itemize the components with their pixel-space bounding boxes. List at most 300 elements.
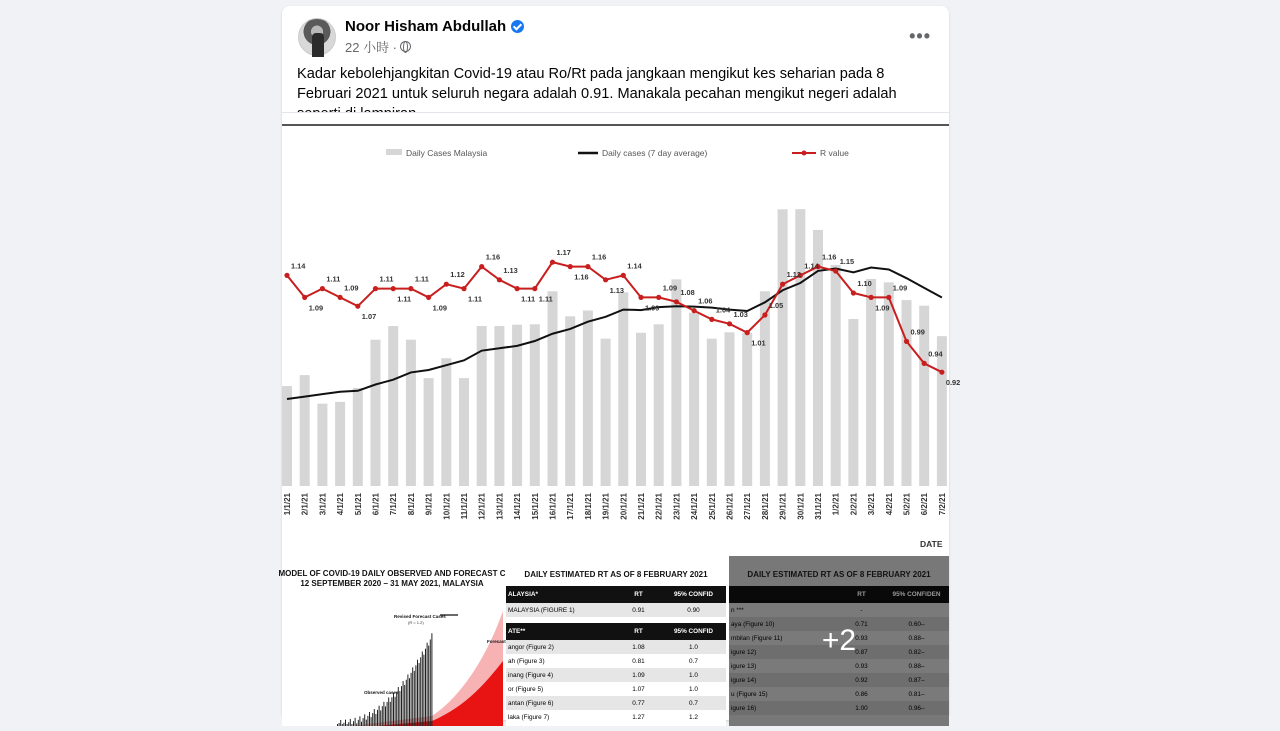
bar-19/1/21 [601,339,611,486]
observed-bar [409,678,410,726]
thumb1-subtitle: 12 SEPTEMBER 2020 – 31 MAY 2021, MALAYSIA [300,579,484,588]
observed-bar [364,714,365,726]
cell: laka (Figure 7) [508,713,550,721]
observed-bar [423,655,424,726]
r-point-3/1/21 [320,286,325,291]
x-tick-5/1/21: 5/1/21 [353,493,363,516]
observed-bar [430,639,431,726]
post-caption: Kadar kebolehjangkitan Covid-19 atau Ro/Rt pada jangkaan mengikut kes seharian pada 8 Februari 2021 untuk seluruh negara adalah 0.91. Manakala pecahan mengikut negeri adalah [297,66,897,102]
avatar[interactable] [298,18,336,56]
r-point-18/1/21 [585,264,590,269]
r-point-4/1/21 [338,295,343,300]
r-label-19/1/21: 1.13 [609,285,624,295]
observed-bar [415,665,416,726]
bar-8/1/21 [406,340,416,486]
observed-bar [348,722,349,726]
x-tick-6/1/21: 6/1/21 [371,493,381,516]
bar-9/1/21 [424,378,434,486]
bar-6/1/21 [371,340,381,486]
observed-bar [388,697,389,726]
cell: 95% CONFID [673,591,714,598]
observed-bar [340,720,341,726]
cell: 0.86 [855,690,868,698]
observed-bar [366,720,367,726]
bar-15/1/21 [530,324,540,486]
observed-bar [345,720,346,726]
cell: ALAYSIA* [508,591,538,598]
observed-bar [391,697,392,726]
cell: mbilan (Figure 11) [731,634,783,642]
r-label-28/1/21: 1.05 [768,301,784,310]
cell: n *** [731,606,744,614]
cell: igure 13) [731,662,757,670]
cell: 0.81 [632,657,645,665]
post-meta [345,18,524,56]
r-point-9/1/21 [426,295,431,300]
table-row [506,640,726,654]
x-tick-16/1/21: 16/1/21 [548,493,558,520]
cell: 1.0 [689,643,698,651]
observed-bar [417,660,418,726]
cell: igure 16) [731,704,757,712]
r-label-30/1/21: 1.14 [804,261,819,271]
r-point-26/1/21 [727,321,732,326]
bar-25/1/21 [707,339,717,486]
r-point-3/2/21 [869,295,874,300]
r-point-27/1/21 [745,330,750,335]
observed-bar [347,724,348,726]
x-tick-28/1/21: 28/1/21 [760,493,770,520]
r-label-27/1/21: 1.01 [751,338,766,348]
r-point-7/2/21 [939,370,944,375]
legend-swatch-bars [386,149,402,155]
bar-11/1/21 [459,378,469,486]
observed-bar [431,633,432,726]
observed-bar [356,723,357,726]
x-tick-12/1/21: 12/1/21 [477,493,487,520]
r-point-5/1/21 [355,304,360,309]
r-point-2/1/21 [302,295,307,300]
cell: ATE** [508,628,526,635]
cell: 0.88– [908,634,925,642]
cell: 1.08 [632,643,645,651]
observed-bar [337,724,338,726]
cell: inang (Figure 4) [508,671,554,679]
bar-4/1/21 [335,402,345,486]
r-label-18/1/21: 1.16 [591,252,607,262]
r-label-16/1/21: 1.17 [556,248,571,258]
x-tick-14/1/21: 14/1/21 [513,493,523,520]
observed-bar [367,716,368,726]
cell: 1.07 [632,685,645,693]
post-timestamp[interactable]: 22 小時 · [345,40,398,55]
table-row [506,668,726,682]
r-label-5/1/21: 1.07 [361,312,377,322]
observed-bar [399,691,400,726]
observed-bar [342,724,343,726]
x-tick-2/2/21: 2/2/21 [849,493,859,516]
x-tick-18/1/21: 18/1/21 [583,493,593,520]
more-photos-overlay[interactable] [729,556,949,726]
x-tick-1/1/21: 1/1/21 [283,493,292,516]
x-tick-4/2/21: 4/2/21 [884,493,894,516]
cell: 0.7 [689,657,698,665]
cell: igure 14) [731,676,757,684]
table-row [506,682,726,696]
bar-17/1/21 [565,316,575,486]
cell: ah (Figure 3) [508,657,545,665]
author-name[interactable]: Noor Hisham Abdullah [345,18,507,35]
cell: 1.27 [632,713,645,721]
facebook-post [278,6,961,721]
legend-avg: Daily cases (7 day average) [602,148,708,158]
r-point-10/1/21 [444,282,449,287]
cell: 0.87– [908,676,925,684]
cell: 0.90 [687,606,700,614]
cell: aya (Figure 10) [731,620,775,628]
observed-bar [351,724,352,726]
r-label-21/1/21: 1.09 [645,303,660,313]
observed-bar [420,657,421,726]
observed-bar [403,681,404,726]
cell: 0.92 [855,676,868,684]
thumb1-label-revised: Revised Forecast Cases [394,614,446,619]
x-tick-1/2/21: 1/2/21 [831,493,841,516]
x-tick-9/1/21: 9/1/21 [424,493,434,516]
thumb1-label-forecast: Forecast [487,639,506,644]
bar-7/1/21 [388,326,398,486]
r-label-2/2/21: 1.10 [857,279,872,288]
thumb1-label-observed: Observed cases [364,690,399,695]
r-point-13/1/21 [497,277,502,282]
globe-icon [400,41,411,52]
thumb1-label-revised-r: (R = 1.2) [408,620,424,625]
bar-26/1/21 [725,332,735,486]
observed-bar [406,680,407,726]
r-point-16/1/21 [550,260,555,265]
cell: 0.93 [855,634,868,642]
x-tick-30/1/21: 30/1/21 [796,493,806,520]
bar-23/1/21 [671,279,681,486]
x-tick-24/1/21: 24/1/21 [690,493,700,520]
observed-bar [372,713,373,726]
cell: 1.2 [689,713,698,721]
r-value-chart [282,113,961,553]
cell: u (Figure 15) [731,690,768,698]
cell: angor (Figure 2) [508,643,554,651]
r-label-1/1/21: 1.14 [291,261,306,271]
observed-bar [339,723,340,726]
r-label-17/1/21: 1.16 [574,272,589,282]
cell: igure 12) [731,648,757,656]
r-point-28/1/21 [762,312,767,317]
cell: 0.77 [632,699,645,707]
more-options-button[interactable]: ••• [909,26,931,46]
r-point-12/1/21 [479,264,484,269]
r-label-9/1/21: 1.09 [432,303,447,313]
bar-3/1/21 [317,404,327,486]
x-tick-5/2/21: 5/2/21 [902,493,912,516]
observed-bar [375,714,376,726]
observed-bar [425,649,426,726]
x-tick-21/1/21: 21/1/21 [637,493,646,520]
r-label-3/2/21: 1.09 [875,303,890,313]
r-label-15/1/21: 1.11 [538,294,553,304]
x-tick-23/1/21: 23/1/21 [672,493,682,520]
verified-badge-icon [511,20,524,33]
observed-bar [359,716,360,726]
r-point-5/2/21 [904,339,909,344]
observed-bar [363,718,364,726]
observed-bar [369,712,370,726]
x-tick-8/1/21: 8/1/21 [406,493,416,516]
cell: 0.93 [855,662,868,670]
observed-bar [385,706,386,726]
r-label-6/2/21: 0.94 [928,349,943,359]
observed-bar [379,706,380,726]
bar-14/1/21 [512,325,522,486]
bar-28/1/21 [760,291,770,486]
x-tick-11/1/21: 11/1/21 [460,493,469,520]
photo-thumbnails [278,556,949,726]
cell: 95% CONFIDEN [892,591,941,598]
r-label-7/2/21: 0.92 [945,378,961,388]
r-label-8/1/21: 1.11 [414,274,429,284]
legend-swatch-r-dot [802,151,807,156]
observed-bar [361,722,362,726]
observed-bar [382,706,383,726]
bar-7/2/21 [937,336,947,486]
bar-1/1/21 [282,386,292,486]
post-time-row [345,37,524,56]
x-tick-7/2/21: 7/2/21 [937,493,947,516]
bar-16/1/21 [548,291,558,486]
cell: 1.0 [689,685,698,693]
r-point-14/1/21 [515,286,520,291]
cell: 0.88– [908,662,925,670]
cell: 0.87 [855,648,868,656]
x-tick-29/1/21: 29/1/21 [778,492,788,520]
observed-bar [393,693,394,726]
r-point-4/2/21 [886,295,891,300]
x-axis-label: DATE [920,539,943,549]
observed-bar [343,723,344,726]
r-label-24/1/21: 1.06 [698,296,713,306]
bar-20/1/21 [618,292,628,486]
r-point-8/1/21 [408,286,413,291]
r-point-22/1/21 [656,295,661,300]
observed-bar [371,717,372,726]
post-header [298,18,524,56]
cell: 1.0 [689,671,698,679]
observed-bar [422,651,423,726]
x-tick-3/2/21: 3/2/21 [867,493,877,516]
r-label-25/1/21: 1.04 [715,305,731,315]
table-row [506,696,726,710]
cell: antan (Figure 6) [508,699,554,707]
x-tick-15/1/21: 15/1/21 [530,493,540,520]
x-tick-10/1/21: 10/1/21 [442,493,452,520]
cell: or (Figure 5) [508,685,544,693]
observed-bar [401,686,402,726]
bar-2/1/21 [300,375,310,486]
r-label-22/1/21: 1.09 [662,283,678,293]
more-photos-count: +2 [821,624,857,657]
r-label-4/2/21: 1.09 [892,283,908,293]
r-label-26/1/21: 1.03 [733,309,748,319]
x-tick-25/1/21: 25/1/21 [707,493,717,520]
r-label-11/1/21: 1.11 [468,294,482,304]
observed-bar [374,709,375,726]
bar-27/1/21 [742,333,752,486]
observed-bar [396,692,397,726]
observed-bar [404,685,405,726]
r-point-6/2/21 [922,361,927,366]
x-tick-19/1/21: 19/1/21 [601,493,611,520]
cell: 0.7 [689,699,698,707]
legend-daily-cases: Daily Cases Malaysia [406,148,488,158]
bar-13/1/21 [494,326,504,486]
r-label-12/1/21: 1.16 [485,252,501,262]
observed-bar [428,646,429,726]
r-point-21/1/21 [638,295,643,300]
thumb2-title: DAILY ESTIMATED RT AS OF 8 FEBRUARY 2021 [524,570,708,579]
table-row [506,654,726,668]
observed-bar [350,719,351,726]
observed-bar [395,697,396,726]
thumbnail-rt-table-1[interactable] [506,556,726,726]
table-row [506,603,726,617]
bar-10/1/21 [441,358,451,486]
bar-30/1/21 [795,209,805,486]
cell: MALAYSIA (FIGURE 1) [508,606,575,614]
cell: 95% CONFID [673,628,714,635]
cell: 0.60– [908,620,925,628]
main-photo[interactable] [282,112,961,552]
x-tick-26/1/21: 26/1/21 [725,493,735,520]
r-label-29/1/21: 1.12 [786,270,801,280]
x-tick-7/1/21: 7/1/21 [389,493,399,516]
r-point-24/1/21 [692,308,697,313]
observed-bar [411,673,412,726]
observed-bar [390,702,391,726]
r-point-2/2/21 [851,290,856,295]
r-label-10/1/21: 1.12 [450,270,465,280]
observed-bar [427,643,428,726]
x-tick-20/1/21: 20/1/21 [619,493,629,520]
r-label-2/1/21: 1.09 [308,303,324,313]
r-point-25/1/21 [709,317,714,322]
thumb2-header-2 [506,623,726,640]
x-tick-31/1/21: 31/1/21 [814,493,823,520]
thumb3-title: DAILY ESTIMATED RT AS OF 8 FEBRUARY 2021 [747,570,931,579]
r-point-11/1/21 [461,286,466,291]
bar-2/2/21 [848,319,858,486]
cell: 0.81– [908,690,925,698]
x-tick-22/1/21: 22/1/21 [654,493,664,520]
bar-1/2/21 [831,265,841,486]
r-point-29/1/21 [780,282,785,287]
observed-bar [412,667,413,726]
r-point-15/1/21 [532,286,537,291]
r-point-7/1/21 [391,286,396,291]
cell: 1.09 [632,671,645,679]
r-label-7/1/21: 1.11 [397,294,412,304]
legend-r-value: R value [820,148,849,158]
bar-18/1/21 [583,311,593,486]
observed-bar [377,710,378,726]
observed-bar [353,721,354,726]
observed-bar [383,702,384,726]
x-tick-3/1/21: 3/1/21 [318,493,328,516]
r-point-19/1/21 [603,277,608,282]
r-label-1/2/21: 1.15 [839,257,855,266]
r-label-5/2/21: 0.99 [910,327,925,337]
bar-29/1/21 [778,209,788,486]
cell: 0.91 [632,606,645,614]
x-tick-4/1/21: 4/1/21 [336,493,346,516]
r-label-20/1/21: 1.14 [627,261,642,271]
x-tick-17/1/21: 17/1/21 [566,493,576,520]
bar-5/1/21 [353,388,363,486]
cell: 0.82– [908,648,925,656]
observed-bar [407,675,408,726]
r-point-23/1/21 [674,299,679,304]
thumbnail-forecast-model[interactable] [278,556,506,726]
r-label-13/1/21: 1.13 [503,265,518,275]
cell: RT [634,591,643,598]
bar-21/1/21 [636,333,646,486]
bar-4/2/21 [884,282,894,486]
r-label-31/1/21: 1.16 [822,252,837,262]
chart-legend [386,148,849,158]
cell: 0.96– [908,704,925,712]
r-label-23/1/21: 1.08 [680,287,695,297]
cell: RT [634,628,643,635]
x-tick-13/1/21: 13/1/21 [495,493,505,520]
observed-bar [358,720,359,726]
author-row [345,18,524,35]
observed-bar [355,718,356,726]
r-point-6/1/21 [373,286,378,291]
cell: 1.00 [855,704,868,712]
r-label-6/1/21: 1.11 [379,274,394,284]
cell: - [860,606,863,614]
observed-bar [387,702,388,726]
thumbnail-rt-table-2[interactable] [729,556,949,726]
r-point-1/1/21 [284,273,289,278]
r-point-17/1/21 [568,264,573,269]
r-point-1/2/21 [833,268,838,273]
x-tick-6/2/21: 6/2/21 [920,493,930,516]
observed-bar [380,710,381,726]
r-label-3/1/21: 1.11 [326,274,341,284]
r-label-14/1/21: 1.11 [521,294,536,304]
r-label-4/1/21: 1.09 [344,283,359,293]
cell: RT [857,591,866,598]
thumb2-header-1 [506,586,726,603]
observed-bar [419,663,420,726]
table-row [506,710,726,724]
observed-bar [414,671,415,726]
x-tick-27/1/21: 27/1/21 [743,493,753,520]
bar-24/1/21 [689,313,699,486]
cell: 0.71 [855,620,868,628]
thumb1-title: MODEL OF COVID-19 DAILY OBSERVED AND FORECAST C [278,569,506,578]
r-point-20/1/21 [621,273,626,278]
bar-22/1/21 [654,324,664,486]
x-tick-2/1/21: 2/1/21 [300,493,310,516]
